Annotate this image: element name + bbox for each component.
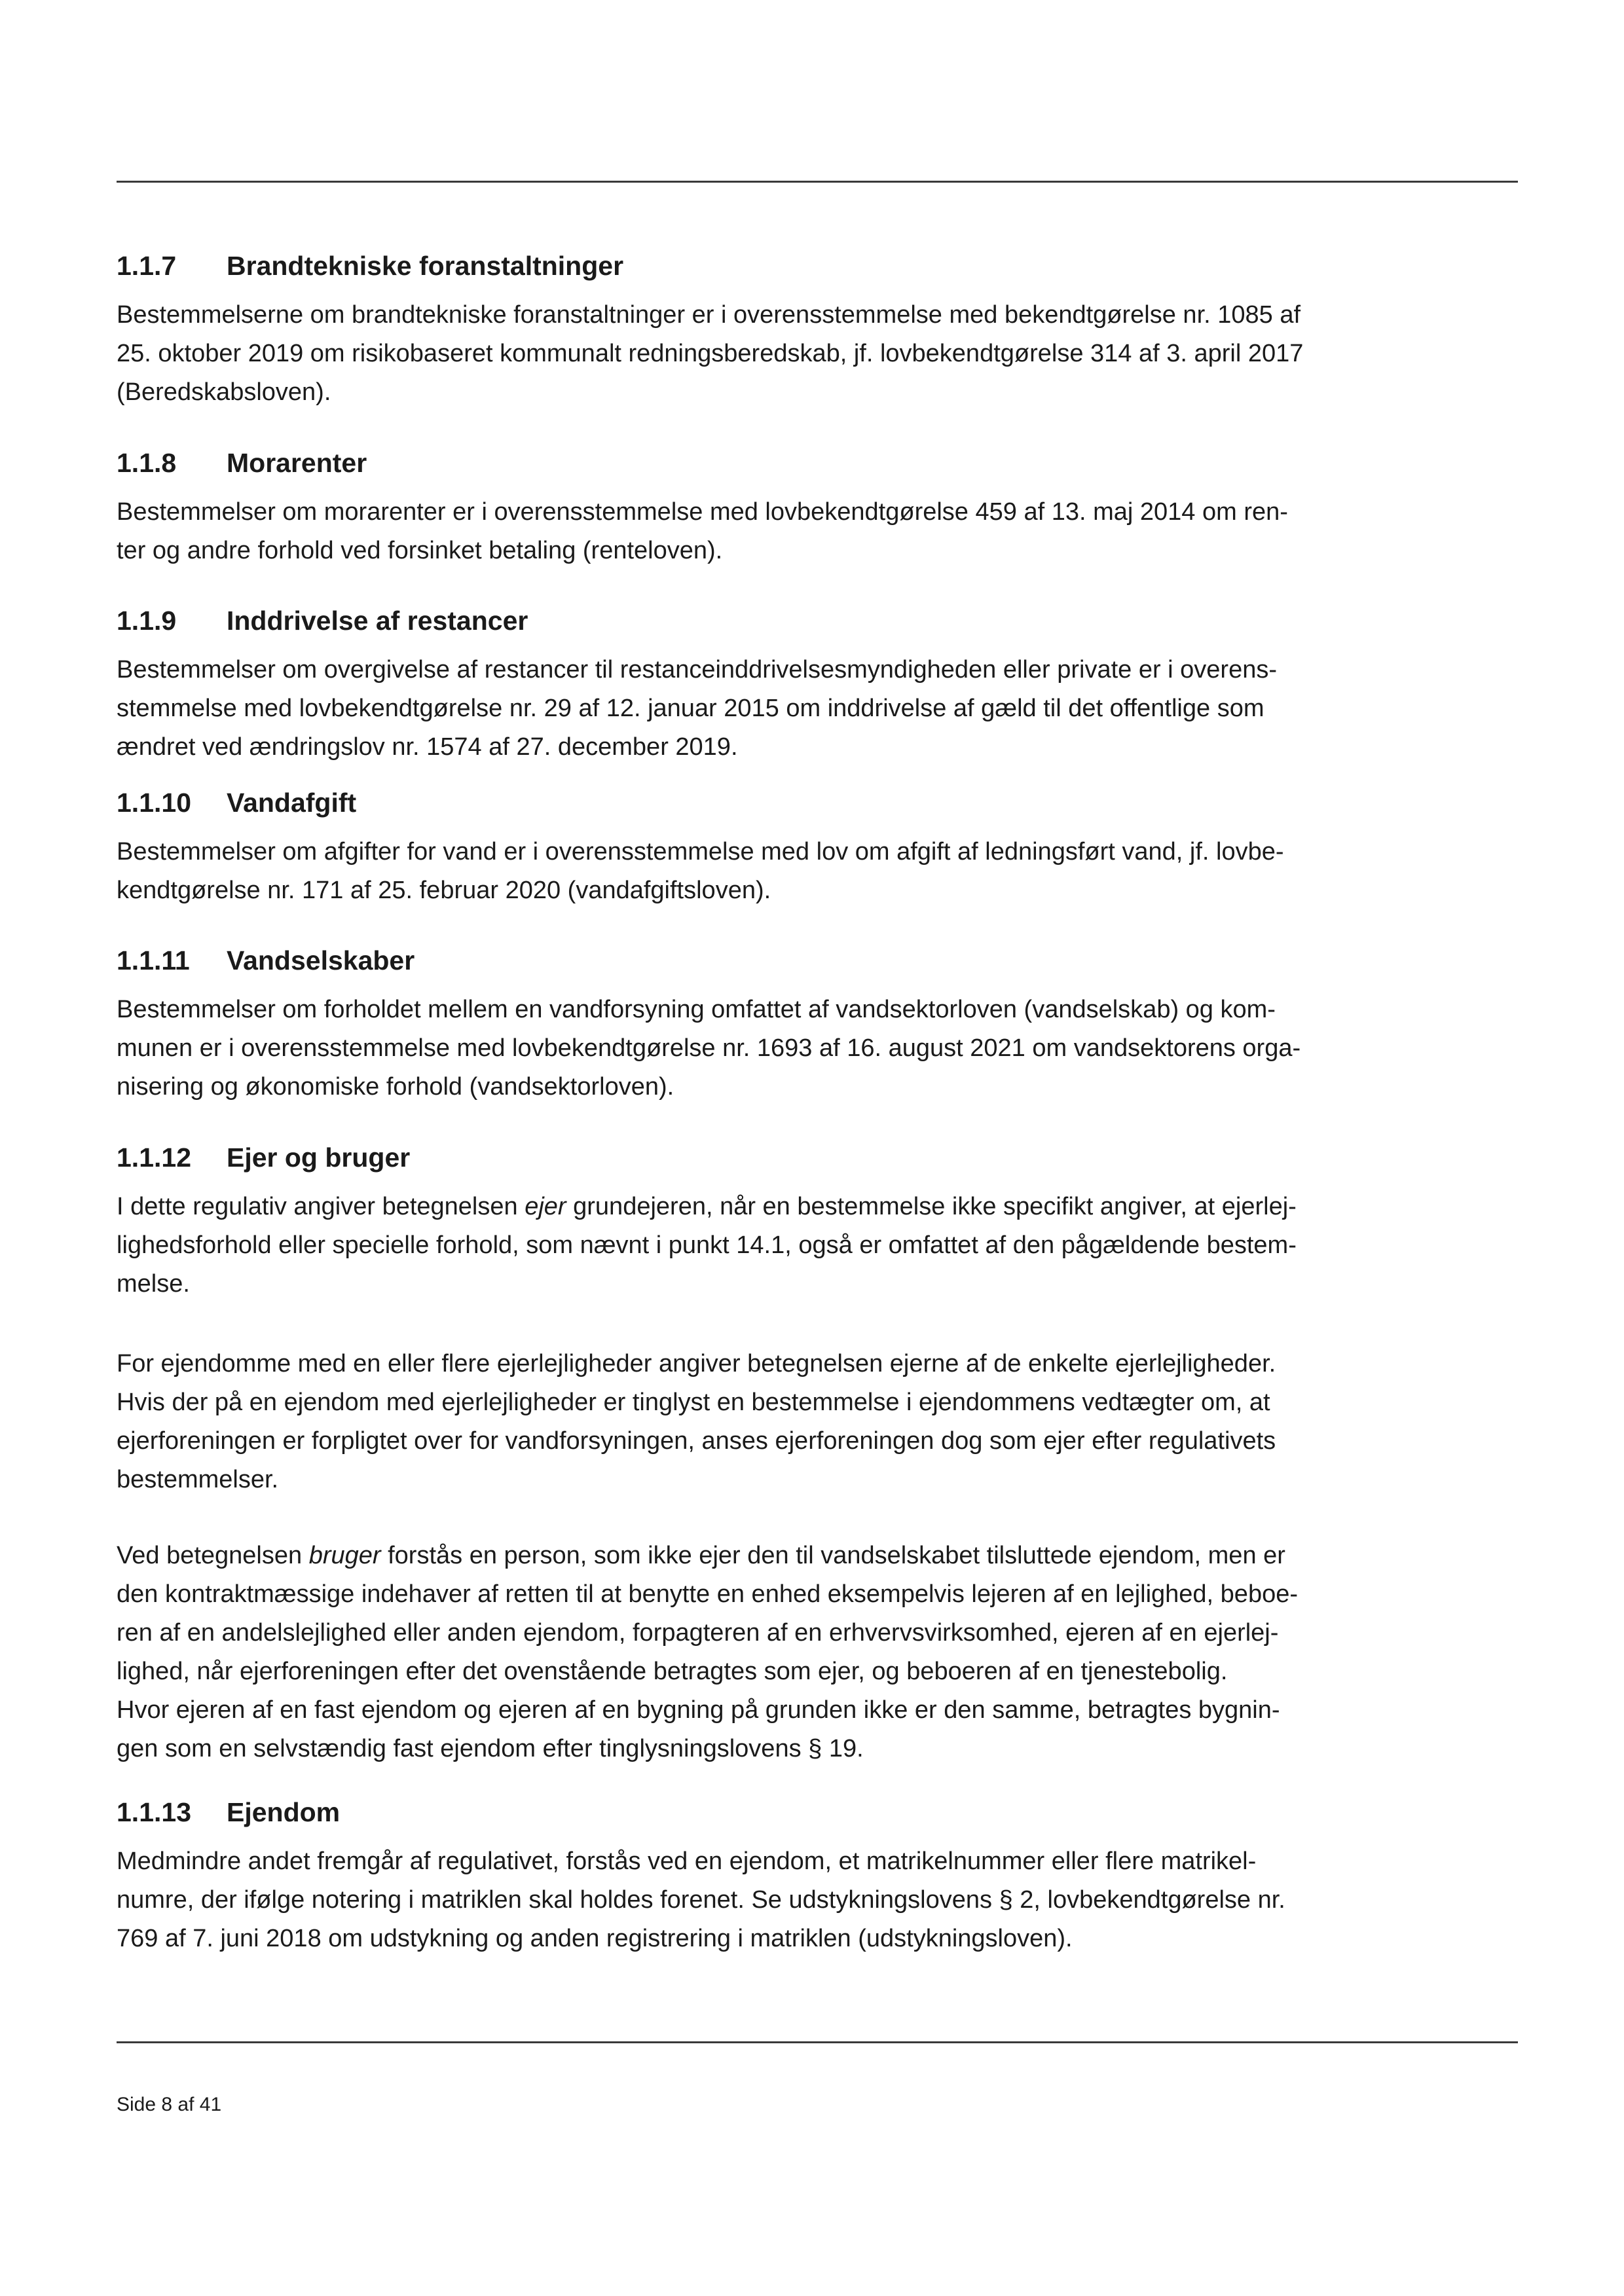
section-heading [117,1142,410,1173]
section-heading [117,787,356,818]
text-line: kendtgørelse nr. 171 af 25. februar 2020 (vandafgiftsloven). [117,877,771,904]
page-number: Side 8 af 41 [117,2094,222,2115]
text-line: Bestemmelserne om brandtekniske foranstaltninger er i overensstemmelse med bekendtgørelse nr. 1085 af [117,301,1301,329]
text-line: Bestemmelser om morarenter er i overensstemmelse med lovbekendtgørelse 459 af 13. maj 2014 om ren- [117,498,1288,526]
section-number: 1.1.8 [117,448,177,478]
text-line: ejerforeningen er forpligtet over for vandforsyningen, anses ejerforeningen dog som ejer efter regulativets [117,1427,1276,1455]
text-line: gen som en selvstændig fast ejendom efter tinglysningslovens § 19. [117,1735,864,1762]
text-line: lighed, når ejerforeningen efter det ovenstående betragtes som ejer, og beboeren af en tjenestebolig. [117,1658,1228,1685]
text-line: For ejendomme med en eller flere ejerlejligheder angiver betegnelsen ejerne af de enkelte ejerlejligheder. [117,1350,1276,1377]
section-paragraph [117,651,1335,767]
text-line: ter og andre forhold ved forsinket betaling (renteloven). [117,537,723,564]
text-line: Bestemmelser om overgivelse af restancer til restanceinddrivelsesmyndigheden eller private er i overens- [117,656,1278,683]
section-paragraph [117,1842,1335,1958]
emphasized-term: bruger [308,1542,381,1569]
text-line: bestemmelser. [117,1466,279,1493]
footer-rule [117,2041,1518,2043]
section-title: Inddrivelse af restancer [227,606,528,636]
text-line: 25. oktober 2019 om risikobaseret kommunalt redningsberedskab, jf. lovbekendtgørelse 314 af 3. april 2017 [117,340,1304,367]
section-title: Morarenter [227,448,367,478]
section-number: 1.1.7 [117,251,177,281]
text-line: nisering og økonomiske forhold (vandsektorloven). [117,1073,674,1101]
section-number: 1.1.11 [117,945,190,975]
section-title: Vandafgift [227,788,357,818]
text-line: ændret ved ændringslov nr. 1574 af 27. december 2019. [117,733,738,761]
text-line: den kontraktmæssige indehaver af retten til at benytte en enhed eksempelvis lejeren af en lejlighed, beboe- [117,1580,1298,1608]
section-heading [117,447,367,479]
text-line: Medmindre andet fremgår af regulativet, forstås ved en ejendom, et matrikelnummer eller flere matrikel- [117,1848,1257,1875]
text-run: forstås en person, som ikke ejer den til vandselskabet tilsluttede ejendom, men er [380,1542,1285,1569]
text-line: (Beredskabsloven). [117,378,331,406]
text-line: 769 af 7. juni 2018 om udstykning og anden registrering i matriklen (udstykningsloven). [117,1925,1073,1952]
section-paragraph [117,493,1335,570]
text-line: Bestemmelser om afgifter for vand er i overensstemmelse med lov om afgift af ledningsført vand, jf. lovbe- [117,838,1284,866]
section-heading [117,605,528,636]
section-paragraph [117,1537,1335,1768]
section-paragraph [117,1188,1335,1303]
section-title: Brandtekniske foranstaltninger [227,251,624,281]
text-line: melse. [117,1270,190,1298]
header-rule [117,181,1518,183]
section-paragraph [117,296,1335,412]
section-number: 1.1.10 [117,788,191,818]
section-paragraph [117,991,1335,1106]
section-heading [117,1796,340,1828]
text-run: I dette regulativ angiver betegnelsen [117,1193,525,1220]
text-line [117,1537,1335,1575]
text-line: numre, der ifølge notering i matriklen skal holdes forenet. Se udstykningslovens § 2, lovbekendtgørelse nr. [117,1886,1285,1914]
section-heading [117,945,415,976]
text-run: grundejeren, når en bestemmelse ikke specifikt angiver, at ejerlej- [566,1193,1297,1220]
section-title: Ejer og bruger [227,1142,411,1173]
section-number: 1.1.13 [117,1797,191,1827]
text-line: lighedsforhold eller specielle forhold, som nævnt i punkt 14.1, også er omfattet af den pågældende bestem- [117,1231,1297,1259]
section-heading [117,250,623,282]
text-line: Hvor ejeren af en fast ejendom og ejeren af en bygning på grunden ikke er den samme, betragtes bygnin- [117,1696,1280,1724]
section-number: 1.1.9 [117,606,177,636]
section-title: Ejendom [227,1797,341,1827]
section-number: 1.1.12 [117,1142,191,1173]
text-line: Bestemmelser om forholdet mellem en vandforsyning omfattet af vandsektorloven (vandselskab) og kom- [117,996,1276,1023]
section-paragraph [117,1345,1335,1499]
text-line [117,1188,1335,1226]
emphasized-term: ejer [525,1193,566,1220]
text-line: stemmelse med lovbekendtgørelse nr. 29 af 12. januar 2015 om inddrivelse af gæld til det offentlige som [117,695,1264,722]
section-paragraph [117,833,1335,910]
text-line: munen er i overensstemmelse med lovbekendtgørelse nr. 1693 af 16. august 2021 om vandsektorens orga- [117,1034,1301,1062]
text-line: Hvis der på en ejendom med ejerlejligheder er tinglyst en bestemmelse i ejendommens vedtægter om, at [117,1389,1270,1416]
section-title: Vandselskaber [227,945,415,975]
text-run: Ved betegnelsen [117,1542,309,1569]
text-line: ren af en andelslejlighed eller anden ejendom, forpagteren af en erhvervsvirksomhed, ejeren af en ejerlej- [117,1619,1279,1647]
